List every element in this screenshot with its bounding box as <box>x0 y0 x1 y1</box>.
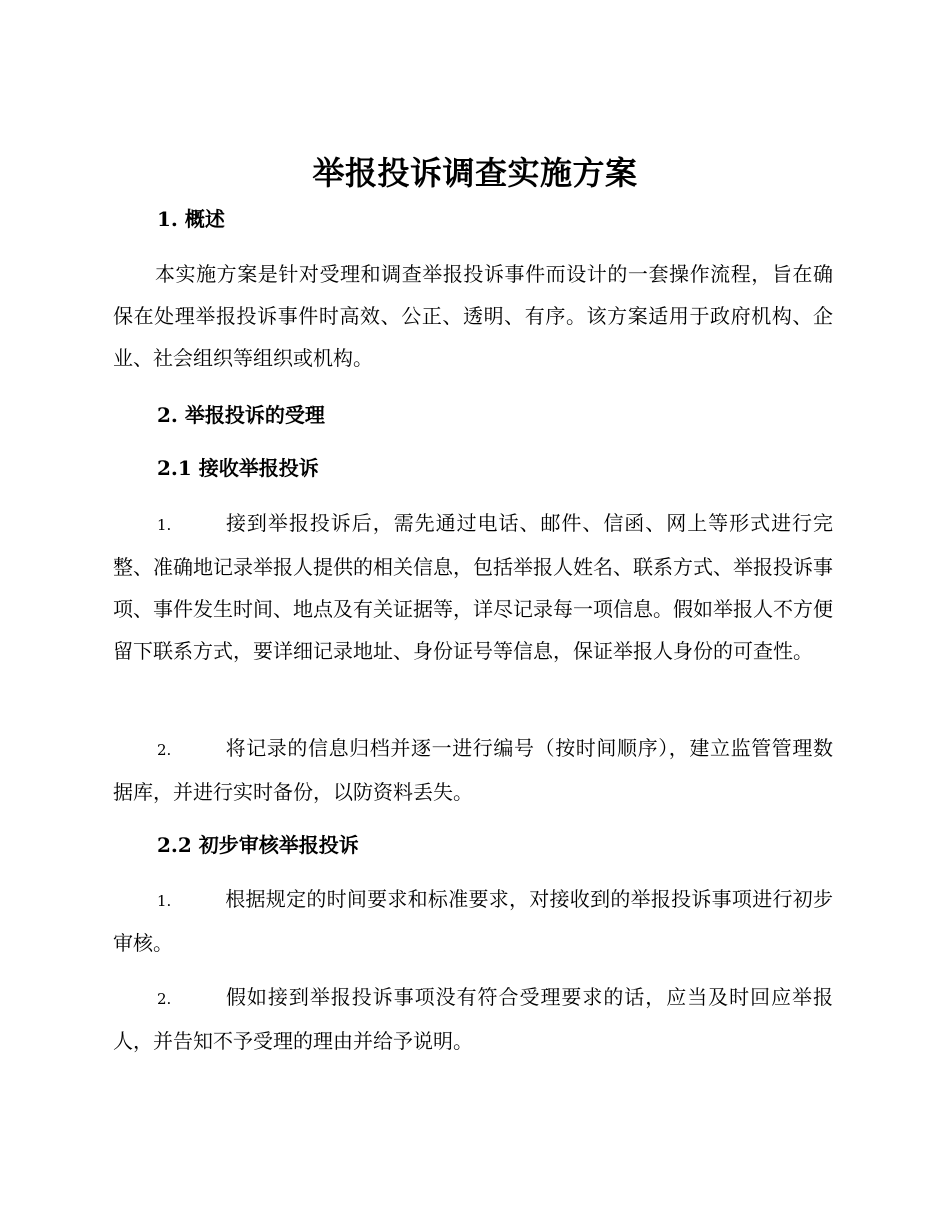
list-item-number: 1. <box>157 516 172 534</box>
section-heading-acceptance: 2. 举报投诉的受理 <box>157 403 325 427</box>
list-item <box>113 727 833 813</box>
list-item-text: 根据规定的时间要求和标准要求，对接收到的举报投诉事项进行初步审核。 <box>113 887 833 955</box>
list-item-number: 2. <box>157 990 172 1008</box>
list-item <box>113 502 833 672</box>
list-item-text: 将记录的信息归档并逐一进行编号（按时间顺序），建立监管管理数据库，并进行实时备份，以防资料丢失。 <box>113 736 833 804</box>
subsection-heading-receive: 2.1 接收举报投诉 <box>157 456 319 480</box>
overview-paragraph: 本实施方案是针对受理和调查举报投诉事件而设计的一套操作流程，旨在确保在处理举报投诉事件时高效、公正、透明、有序。该方案适用于政府机构、企业、社会组织等组织或机构。 <box>113 262 833 370</box>
list-item-text: 接到举报投诉后，需先通过电话、邮件、信函、网上等形式进行完整、准确地记录举报人提供的相关信息，包括举报人姓名、联系方式、举报投诉事项、事件发生时间、地点及有关证据等，详尽记录每一项信息。假如举报人不方便留下联系方式，要详细记录地址、身份证号等信息，保证举报人身份的可查性。 <box>113 511 833 663</box>
list-item-number: 2. <box>157 741 172 759</box>
list-item <box>113 976 833 1062</box>
subsection-heading-review: 2.2 初步审核举报投诉 <box>157 833 359 857</box>
document-title: 举报投诉调查实施方案 <box>312 154 638 192</box>
list-item-number: 1. <box>157 892 172 910</box>
list-item-text: 假如接到举报投诉事项没有符合受理要求的话，应当及时回应举报人，并告知不予受理的理由并给予说明。 <box>113 985 833 1053</box>
list-item <box>113 878 833 964</box>
section-heading-overview: 1. 概述 <box>157 207 225 231</box>
